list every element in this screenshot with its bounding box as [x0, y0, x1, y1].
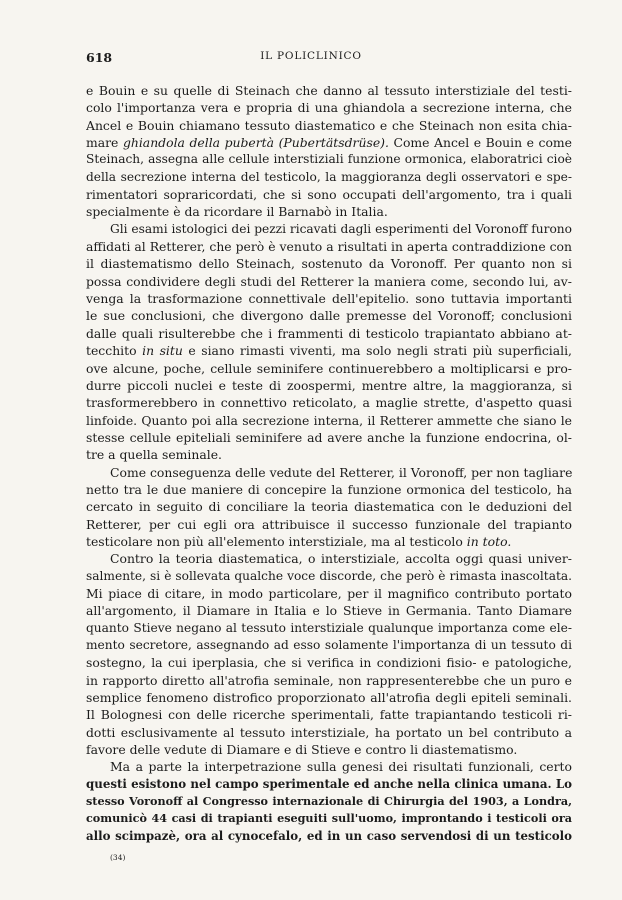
line-text: Mi piace di citare, in modo particolare, per il magnifico contributo portato — [86, 585, 572, 601]
text-line — [86, 568, 572, 585]
text-line — [86, 828, 572, 845]
text-line — [86, 481, 572, 498]
text-line — [86, 464, 572, 481]
text-line — [86, 169, 572, 186]
text-line — [86, 117, 572, 134]
line-text: testicolare non più all'elemento interstiziale, ma al testicolo — [86, 533, 467, 549]
text-line — [86, 342, 572, 359]
line-text: tecchito — [86, 343, 143, 359]
text-line — [86, 706, 572, 723]
line-text: ove alcune, poche, cellule seminifere continuerebbero a moltiplicarsi e pro- — [86, 360, 572, 376]
line-text: Ancel e Bouin chiamano tessuto diastematico e che Steinach non esita chia- — [86, 117, 572, 133]
body-text — [86, 82, 572, 845]
line-text: possa condividere degli studi del Retterer la maniera come, secondo lui, av- — [86, 273, 572, 289]
line-text: all'argomento, il Diamare in Italia e lo Stieve in Germania. Tanto Diamare — [86, 603, 572, 619]
line-text: mare — [86, 135, 123, 151]
line-text: stesso Voronoff al Congresso internazionale di Chirurgia del 1903, a Londra, — [86, 794, 572, 809]
line-text: Come Ancel e Bouin e come — [388, 135, 572, 151]
line-text: favore delle vedute di Diamare e di Stieve e contro li diastematismo. — [86, 742, 518, 758]
text-line — [86, 377, 572, 394]
line-text: mento secretore, assegnando ad esso solamente l'importanza di un tessuto di — [86, 638, 572, 652]
line-text: netto tra le due maniere di concepire la funzione ormonica del testicolo, ha — [86, 481, 572, 497]
line-text: e Bouin e su quelle di Steinach che danno al tessuto interstiziale del testi- — [86, 83, 572, 98]
text-line — [86, 810, 572, 827]
text-line — [86, 203, 572, 220]
line-text: rimentatori sopraricordati, che si sono occupati dell'argomento, tra i quali — [86, 187, 572, 203]
line-text: le sue conclusioni, che divergono dalle premesse del Voronoff; conclusioni — [86, 308, 572, 324]
line-text: specialmente è da ricordare il Barnabò in Italia. — [86, 204, 388, 220]
line-text: sostegno, la cui iperplasia, che si verifica in condizioni fisio- e patologiche, — [86, 655, 572, 671]
text-line — [86, 672, 572, 689]
line-text: comunicò 44 casi di trapianti eseguiti sull'uomo, improntando i testicoli ora — [86, 811, 572, 826]
page-number: 618 — [86, 50, 113, 65]
line-text: Contro la teoria diastematica, o interstiziale, accolta oggi quasi univer- — [110, 551, 572, 567]
text-line — [86, 776, 572, 793]
text-line — [86, 498, 572, 515]
line-text: allo scimpazè, ora al cynocefalo, ed in un caso servendosi di un testicolo — [86, 828, 572, 843]
line-text: in rapporto diretto all'atrofia seminale, non rappresenterebbe che un puro e — [86, 672, 572, 688]
line-text: il diastematismo dello Steinach, sostenuto da Voronoff. Per quanto non si — [86, 256, 572, 272]
text-line — [86, 585, 572, 602]
text-line — [86, 325, 572, 342]
signature-mark: (34) — [110, 853, 126, 862]
line-text: cercato in seguito di conciliare la teoria diastematica con le deduzioni del — [86, 499, 572, 515]
line-text: Come conseguenza delle vedute del Retterer, il Voronoff, per non tagliare — [110, 464, 572, 480]
text-line — [86, 307, 572, 324]
text-line — [86, 151, 572, 168]
line-text: venga la trasformazione connettivale dell'epitelio. sono tuttavia importanti — [86, 291, 572, 307]
italic-text: in situ — [142, 343, 183, 359]
line-text: trasformerebbero in connettivo reticolato, a maglie strette, d'aspetto quasi — [86, 395, 572, 411]
line-text: tre a quella seminale. — [86, 447, 223, 463]
text-line — [86, 412, 572, 429]
line-text: stesse cellule epiteliali seminifere ad avere anche la funzione endocrina, ol- — [86, 429, 572, 445]
line-text: semplice fenomeno distrofico proporzionato all'atrofia degli epiteli seminali. — [86, 690, 572, 706]
text-line — [86, 273, 572, 290]
italic-text: ghiandola della pubertà (Pubertätsdrüse). — [122, 135, 389, 151]
text-line — [86, 238, 572, 255]
line-text: e siano rimasti viventi, ma solo negli strati più superficiali, — [182, 343, 572, 359]
line-text: durre piccoli nuclei e teste di zoospermi, mentre altre, la maggioranza, si — [86, 377, 572, 393]
text-line — [86, 99, 572, 116]
running-title: IL POLICLINICO — [260, 50, 362, 62]
text-line — [86, 360, 572, 377]
text-line — [86, 134, 572, 151]
text-line — [86, 290, 572, 307]
text-line — [86, 550, 572, 567]
line-text: dalle quali risulterebbe che i frammenti di testicolo trapiantato abbiano at- — [86, 325, 572, 341]
text-line — [86, 724, 572, 741]
line-text: dotti esclusivamente al tessuto interstiziale, ha portato un bel contributo a — [86, 724, 572, 740]
line-text: affidati al Retterer, che però è venuto a risultati in aperta contraddizione con — [86, 239, 572, 255]
text-line — [86, 758, 572, 775]
line-text: questi esistono nel campo sperimentale ed anche nella clinica umana. Lo — [86, 776, 572, 791]
line-text: linfoide. Quanto poi alla secrezione interna, il Retterer ammette che siano le — [86, 412, 572, 428]
text-line — [86, 394, 572, 411]
line-text: della secrezione interna del testicolo, la maggioranza degli osservatori e spe- — [86, 169, 572, 184]
line-text: Steinach, assegna alle cellule interstiziali funzione ormonica, elaboratrici cioè — [86, 152, 572, 167]
text-line — [86, 620, 572, 637]
line-text: salmente, si è sollevata qualche voce discorde, che però è rimasta inascoltata. — [86, 568, 572, 583]
text-line — [86, 602, 572, 619]
line-text: Il Bolognesi con delle ricerche sperimentali, fatte trapiantando testicoli ri- — [86, 707, 572, 723]
text-line — [86, 255, 572, 272]
text-line — [86, 82, 572, 99]
line-text: Ma a parte la interpetrazione sulla genesi dei risultati funzionali, certo — [110, 759, 572, 775]
text-line — [86, 741, 572, 758]
line-text: Retterer, per cui egli ora attribuisce il successo funzionale del trapianto — [86, 516, 572, 532]
text-line — [86, 446, 572, 463]
line-text: Gli esami istologici dei pezzi ricavati dagli esperimenti del Voronoff furono — [110, 221, 572, 236]
text-line — [86, 654, 572, 671]
text-line — [86, 793, 572, 810]
text-line — [86, 221, 572, 238]
text-line — [86, 516, 572, 533]
text-line — [86, 429, 572, 446]
line-text: colo l'importanza vera e propria di una ghiandola a secrezione interna, che — [86, 100, 572, 116]
text-line — [86, 533, 572, 550]
text-line — [86, 186, 572, 203]
text-line — [86, 689, 572, 706]
text-line — [86, 637, 572, 654]
line-text: quanto Stieve negano al tessuto interstiziale qualunque importanza come ele- — [86, 620, 572, 635]
italic-text: in toto. — [466, 533, 512, 549]
